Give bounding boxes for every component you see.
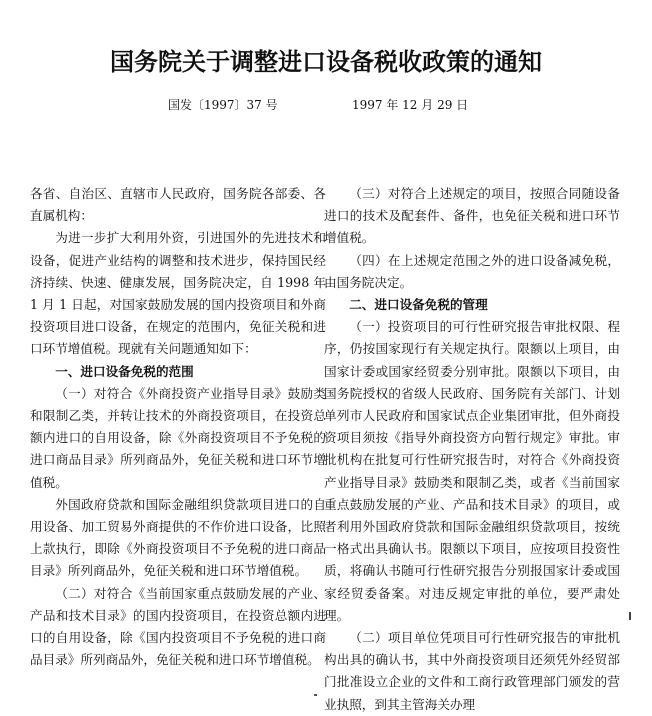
scan-mark (629, 612, 631, 620)
body-paragraph: （二）项目单位凭项目可行性研究报告的审批机构出具的确认书，其中外商投资项目还须凭外经贸部门批准设立企业的文件和工商行政管理部门颁发的营业执照，到其主管海关办理 (324, 630, 620, 712)
left-column (30, 183, 326, 671)
page-title: 国务院关于调整进口设备税收政策的通知 (110, 48, 542, 76)
document-date: 1997 年 12 月 29 日 (352, 98, 469, 112)
body-paragraph: （二）对符合《当前国家重点鼓励发展的产业、产品和技术目录》的国内投资项目，在投资总额内进口的自用设备，除《国内投资项目不予免税的进口商品目录》所列商品外，免征关税和进口环节增值税。 (30, 585, 326, 668)
intro-paragraph: 为进一步扩大利用外资，引进国外的先进技术和设备，促进产业结构的调整和技术进步，保持国民经济持续、快速、健康发展，国务院决定，自 1998 年 1 月 1 日起，对国家鼓励发展的国内投资项目和外商投资项目进口设备，在规定的范围内，免征关税和进口环节增值税。现就有关问题通知如下： (30, 230, 326, 357)
scan-mark (314, 694, 317, 696)
body-paragraph: （三）对符合上述规定的项目，按照合同随设备进口的技术及配套件、备件，也免征关税和进口环节增值税。 (324, 186, 620, 246)
body-paragraph: 外国政府贷款和国际金融组织贷款项目进口的自用设备、加工贸易外商提供的不作价进口设备，比照上款执行，即除《外商投资项目不予免税的进口商品目录》所列商品外，免征关税和进口环节增值税。 (30, 496, 326, 579)
section-heading: 二、进口设备免税的管理 (349, 297, 488, 313)
body-paragraph: （一）对符合《外商投资产业指导目录》鼓励类和限制乙类，并转让技术的外商投资项目，在投资总额内进口的自用设备，除《外商投资项目不予免税的进口商品目录》所列商品外，免征关税和进口环节增值税。 (30, 385, 326, 490)
body-paragraph: （四）在上述规定范围之外的进口设备减免税，由国务院决定。 (324, 252, 620, 290)
right-column (324, 183, 620, 716)
body-paragraph: （一）投资项目的可行性研究报告审批权限、程序，仍按国家现行有关规定执行。限额以上项目，由国家计委或国家经贸委分别审批。限额以下项目，由国务院授权的省级人民政府、国务院有关部门、计划单列市人民政府和国家试点企业集团审批，但外商投资项目须按《指导外商投资方向暂行规定》审批。审批机构在批复可行性研究报告时，对符合《外商投资产业指导目录》鼓励类和限制乙类，或者《当前国家重点鼓励发展的产业、产品和技术目录》的项目，或者利用外国政府贷款和国际金融组织贷款项目，按统一格式出具确认书。限额以下项目，应按项目投资性质，将确认书随可行性研究报告分别报国家计委或国家经贸委备案。对违反规定审批的单位，要严肃处理。 (324, 319, 620, 623)
addressee-line: 各省、自治区、直辖市人民政府，国务院各部委、各直属机构： (30, 186, 326, 224)
section-heading: 一、进口设备免税的范围 (55, 363, 194, 379)
document-number: 国发〔1997〕37 号 (168, 98, 278, 112)
